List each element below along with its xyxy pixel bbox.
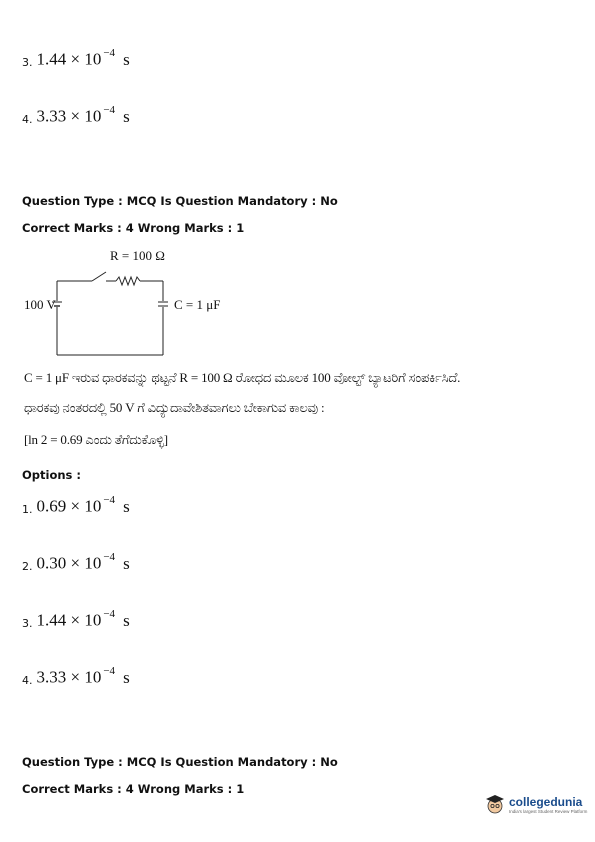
option-value: 1.44 × 10 $^{-4}$ s [36, 608, 130, 630]
option-3 [22, 608, 130, 630]
option-number: 4. [22, 112, 33, 126]
switch-icon [92, 272, 106, 281]
battery-label: 100 V [24, 297, 56, 312]
next-question-type-line: Question Type : MCQ Is Question Mandatory : No [22, 755, 338, 769]
logo-tagline: India's largest Student Review Platform [509, 808, 588, 814]
rc-circuit-diagram [24, 242, 224, 357]
question-text-line-2: ಧಾರಕವು ನಂತರದಲ್ಲಿ 50 V ಗೆ ವಿದ್ಯುದಾವೇಶಿತವಾಗಲು ಬೇಕಾಗುವ ಕಾಲವು : [24, 400, 325, 415]
question-text-line-1: C = 1 μF ಇರುವ ಧಾರಕವನ್ನು ಥಟ್ಟನೆ R = 100 Ω ರೋಧದ ಮೂಲಕ 100 ವೋಲ್ಟ್ ಬ್ಯಾಟರಿಗೆ ಸಂಪರ್ಕಿಸಿದೆ. [24, 370, 461, 385]
marks-line: Correct Marks : 4 Wrong Marks : 1 [22, 221, 245, 235]
question-text-line-3: [ln 2 = 0.69 ಎಂದು ತೆಗೆದುಕೊಳ್ಳಿ] [24, 432, 168, 447]
resistor-icon [116, 277, 140, 285]
option-value: 1.44 × 10 $^{-4}$ s [36, 47, 130, 69]
option-number: 3. [22, 55, 33, 69]
question-type-line: Question Type : MCQ Is Question Mandatory : No [22, 194, 338, 208]
capacitor-label: C = 1 μF [174, 297, 221, 312]
option-number: 1. [22, 502, 33, 516]
resistor-label: R = 100 Ω [110, 248, 165, 263]
option-2 [22, 551, 130, 573]
next-marks-line: Correct Marks : 4 Wrong Marks : 1 [22, 782, 245, 796]
option-number: 4. [22, 673, 33, 687]
graduate-avatar-icon [484, 793, 506, 815]
collegedunia-logo [484, 793, 587, 815]
option-value: 0.69 × 10 $^{-4}$ s [36, 494, 130, 516]
options-label: Options : [22, 468, 81, 482]
option-value: 0.30 × 10 $^{-4}$ s [36, 551, 130, 573]
option-value: 3.33 × 10 $^{-4}$ s [36, 665, 130, 687]
option-4 [22, 665, 130, 687]
option-number: 3. [22, 616, 33, 630]
option-number: 2. [22, 559, 33, 573]
option-value: 3.33 × 10 $^{-4}$ s [36, 104, 130, 126]
top-option-4 [22, 104, 130, 126]
top-option-3 [22, 47, 130, 69]
option-1 [22, 494, 130, 516]
logo-brand: collegedunia [509, 794, 583, 809]
